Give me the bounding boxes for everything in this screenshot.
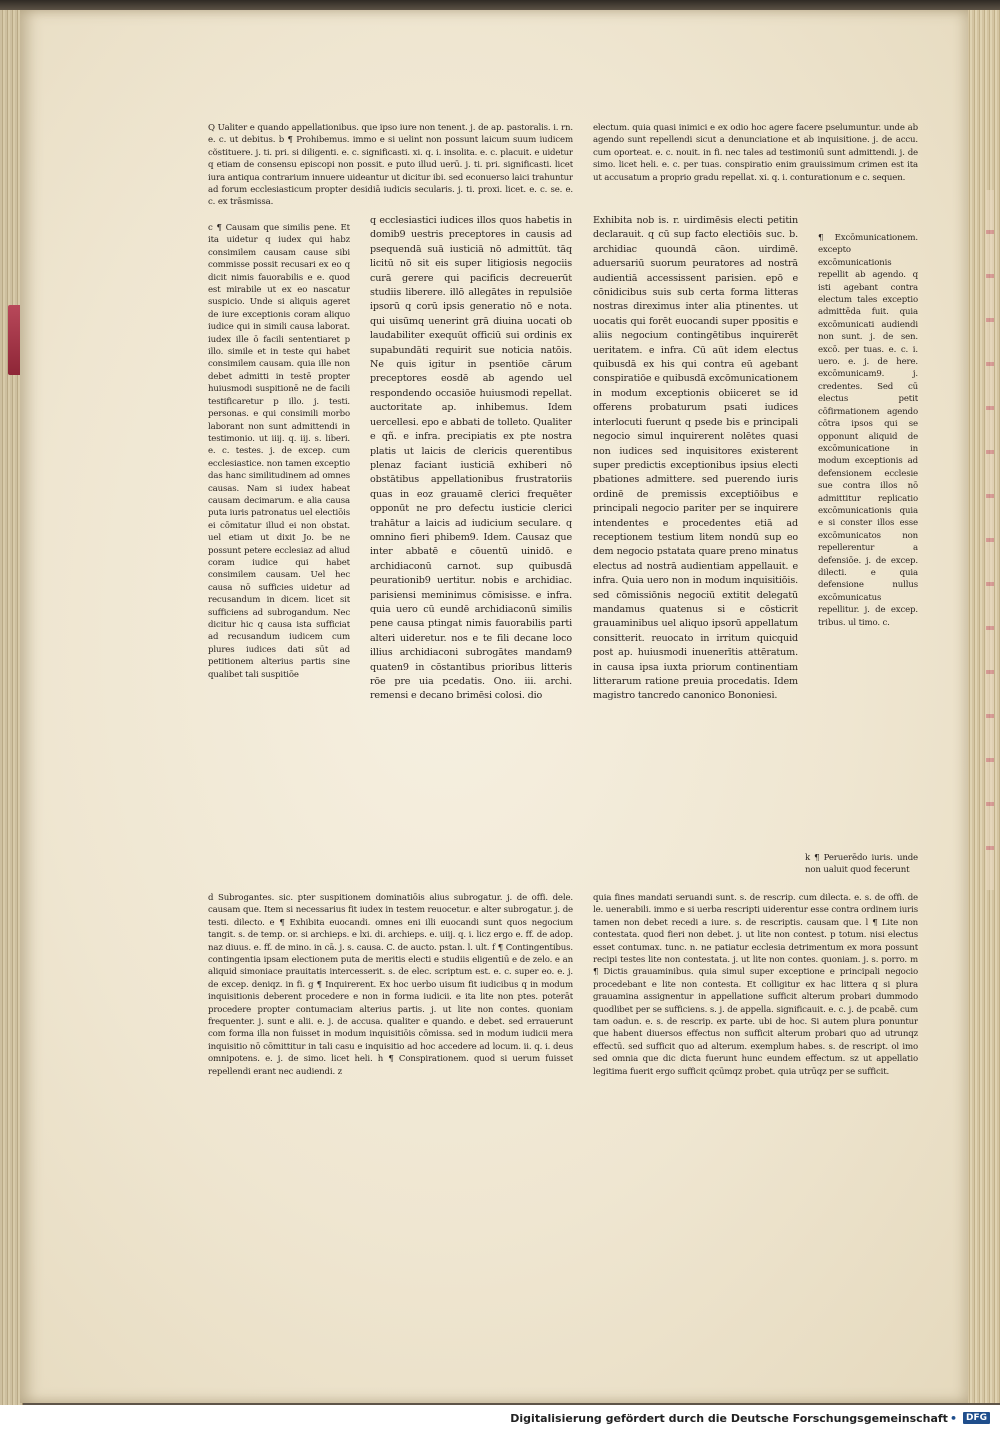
gloss-right-text: ¶ Excōmunicationem. excepto excōmunicationis repellit ab agendo. q isti agebant contra electum tales exceptio admittēda fuit. quia excōmunicati audiendi non sunt. j. de sen. excō. per tuas. e. c. i. uero. e. j. de here. excōmunicam9. j. credentes. Sed cū electus petit cōfirmationem agendo cōtra ipsos qui se opponunt aliquid de excōmunicatione in modum exceptionis ad defensionem ecclesie sue contra illos nō admittitur replicatio excōmunicationis quia e si conster illos esse excōmunicatos non repellerentur a defensiōe. j. de excep. dilecti. e quia defensione nullus excōmunicatus repellitur. j. de excep. tribus. ul timo. c. [818,233,918,628]
gloss-right [818,232,918,742]
gloss-top-left [208,122,573,222]
footer-text: Digitalisierung gefördert durch die Deutsche Forschungsgemeinschaft [510,1411,948,1425]
gloss-k-text: k ¶ Peruerēdo iuris. unde non ualuit quod fecerunt [805,853,918,876]
gloss-bottom-left [208,892,573,1162]
main-text-column-1-text: q ecclesiastici iudices illos quos habetis in domib9 uestris preceptores in causis ad psequendā suā iusticiā nō admittūt. tāq licitū nō sit eis super litigiosis negociis curā gerere qui pacificis decreuerūt studiis liberere. illō allegātes in repulsiōe ipsorū q corū ipsis generatio nō e nota. qui uisūmq uenerint grā diuina uocati ob laudabiliter exequūt officiū sui ordinis ex supabundāti requirit sue noticia natōis. Ne quis igitur in psentiōe cārum preceptores eosdē ab agendo uel respondendo occasiōe huiusmodi repellat. auctoritate ap. inhibemus. Idem uercellesi. epo e abbati de tolleto. Qualiter e qñ. e infra. precipiatis ex pte nostra platis ut laicis de clericis querentibus plenaz faciant iusticiā exhiberi nō obstātibus appellationibus frustratoriis quas in eoz grauamē clerici frequēter opponūt ne pro defectu iusticie clerici trahātur a laicis ad iudicium seculare. q omnino fieri phibem9. Idem. Causaz que inter abbatē e cōuentū uinidō. e archidiaconū carnot. sup quibusdā peurationib9 uertitur. nobis e archidiac. parisiensi meminimus cōmisisse. e infra. quia uero cū eundē archidiaconū similis pene causa ptingat nimis fauorabilis parti alteri uideretur. nos e te fili decane loco illius archidiaconi subrogātes mandam9 quaten9 in cōstantibus prioribus litteris rōe pre uia pcedatis. Ono. iii. archi. remensi e decano brimēsi colosi. dio [370,215,572,702]
gloss-bottom-left-text: d Subrogantes. sic. pter suspitionem dominatiōis alius subrogatur. j. de offi. dele. causam que. Item si necessarius fit iudex in testem reuocetur. e alter subrogatur. j. de testi. dilecto. e ¶ Exhibita euocandi. omnes eni illi euocandi sunt quos negocium tangit. s. de temp. or. si archieps. e lxi. di. archieps. e. uiij. q. i. licz ergo e. ff. de adop. naz diuus. e. ff. de mino. in cā. j. s. causa. C. de aucto. pstan. l. ult. f ¶ Contingentibus. contingentia ipsam electionem puta de meritis electi e studiis eligentiū e de zelo. e an aliquid simoniace prauitatis intercesserit. s. de elec. scriptum est. e. c. super eo. e. j. de excep. deniqz. in fi. g ¶ Inquirerent. Ex hoc uerbo uisum fit iudicibus q in modum inquisitionis deberent procedere e non in forma iudicii. e ita lite non ptes. poterāt procedere propter contumaciam alterius partis. j. ut lite non contes. quoniam frequenter. j. sunt e alii. e. j. de accusa. qualiter e quando. e debet. sed errauerunt com forma illa non fuisset in modum inquisitiōis cōmissa. sed in modum iudicii mera inquisitio nō cōmittitur in tali casu e inquisitio ad hoc accedere ad locum. ii. q. i. deus omnipotens. e. j. de simo. licet heli. h ¶ Conspirationem. quod si uerum fuisset repellendi erant nec audiendi. z [208,893,573,1077]
gloss-left-text: c ¶ Causam que similis pene. Et ita uidetur q iudex qui habz consimilem causam cause sibi commisse possit recusari ex eo q dicit nimis fauorabilis e e. quod est mirabile ut ex eo nascatur suspicio. Unde si aliquis ageret de iure exceptionis coram aliquo iudice qui in simili causa laborat. iudex ille ō facili sententiaret p illo. simile et in teste qui habet consimilem causam. quia ille non debet admitti in testē propter huiusmodi suspitionē ne de facili testificaretur p illo. j. testi. personas. e qui consimili morbo laborant non sunt admittendi in testimonio. ut iiij. q. iij. s. liberi. e. c. testes. j. de excep. cum ecclesiastice. non tamen exceptio das hanc similitudinem ad omnes causas. Nam si iudex habeat causam decimarum. e alia causa puta iuris patronatus uel electiōis ei cōmitatur illud ei non obstat. uel etiam ut dixit Jo. be ne possunt petere ecclesiaz ad aliud coram iudice qui habet consimilem causam. Uel hec causa nō sufficies uidetur ad recusandum in dicem. licet sit sufficiens ad subrogandum. Nec dicitur hic q causa ista sufficiat ad recusandum iudicem cum plures iudices dati sūt ad petitionem alterius partis sine qualibet tali suspitiōe [208,223,350,680]
dfg-logo: DFG [963,1412,990,1424]
gloss-bottom-right [593,892,918,1162]
gloss-top-left-text: Q Ualiter e quando appellationibus. que ipso iure non tenent. j. de ap. pastoralis. i. rn. e. c. ut debitus. b ¶ Prohibemus. immo e si uelint non possunt laicum suum iudicem cõstituere. j. ti. pri. si diligenti. e. c. significasti. xi. q. i. insolita. e. c. placuit. e uidetur q etiam de consensu episcopi non possit. e puto illud uerū. j. ti. pri. significasti. licet iura antiqua contrarium innuere uideantur ut dicitur ibi. sed econuerso laici trahuntur ad forum ecclesiasticum propter desidiā iudicis secularis. j. ti. proxi. licet. e. c. se. e. c. ex trāsmissa. [208,123,573,208]
gloss-top-right-text: electum. quia quasi inimici e ex odio hoc agere facere pselumuntur. unde ab agendo sunt repellendi sicut a denunciatione et ab inquisitione. j. de accu. cum oporteat. e. c. nouit. in fi. nec tales ad testimoniū sunt admittendi. j. de simo. licet heli. e. c. per tuas. conspiratio enim grauissimum crimen est ita ut accusatum a proprio gradu repellat. xi. q. i. conturationum e c. sequen. [593,123,918,183]
main-text-column-2 [593,214,798,879]
gloss-left [208,222,350,907]
footer-dot-icon: • [949,1411,957,1425]
gloss-bottom-right-text: quia fines mandati seruandi sunt. s. de rescrip. cum dilecta. e. s. de offi. de le. uenerabili. immo e si uerba rescripti uiderentur esse contra ordinem iuris tamen non debet recedi a iure. s. de rescriptis. causam que. l ¶ Lite non contestata. quod fieri non debet. j. ut lite non contest. p totum. nisi electus esset contumax. tunc. n. ne patiatur ecclesia detrimentum ex mora possunt recipi testes lite non contestata. j. ut lite non contes. quoniam. j. s. porro. m ¶ Dictis grauaminibus. quia simul super exceptione e principali negocio procedebant e lite non contesta. Et colligitur ex hac littera q si plura grauamina assignentur in appellatione sufficit alterum probari dummodo quodlibet per se sufficiens. s. j. de appella. significauit. e. c. j. de pcabē. cum tam oadun. e. s. de rescrip. ex parte. ubi de hoc. Si autem plura ponuntur que habent diuersos effectus non sufficit alterum probari quo ad utrunqz effectū. sed sufficit quo ad alterum. exemplum habes. s. de rescript. ol imo sed omnia que dic dicta fuerunt hunc eundem effectum. sz ut appellatio legitima fuerit ergo sufficit qcūmqz probet. quia utrūqz per se sufficit. [593,893,918,1077]
gloss-k [805,852,918,892]
page-edge-marks [986,190,994,890]
main-text-column-1 [370,214,572,874]
footer-bar [0,1405,1000,1431]
main-text-column-2-text: Exhibita nob is. r. uirdimēsis electi petitin declarauit. q cū sup facto electiōis suc. b. archidiac quoundā cāon. uirdimē. aduersariū suorum peuratores ad nostrā audientiā accessissent parisien. epō e cōnidicibus suis sub certa forma litteras nostras direximus inter alia ptinentes. ut uocatis qui forēt euocandi super ppositis e aliis negocium contingētibus inquirerēt ueritatem. e infra. Cū aūt idem electus quibusdā ex his qui contra eū agebant conspiratiōe e quibusdā excōmunicationem in modum exceptionis obiiceret se id offerens probaturum psati iudices interlocuti fuerunt q psede bis e principali negocio simul inquirerent nolētes quasi non iudices sed inquisitores existerent super predictis exceptionibus ipsius electi pbationes admittere. sed puerendo iuris ordinē de premissis exceptiōibus e principali negocio pariter per se inquirere intendentes e procedentes etiā ad receptionem testium litem nondū sup eo dem negocio pstatata quare preno minatus electus ad nostrā audientiam appellauit. e infra. Quia uero non in modum inquisitiōis. sed cōmissiōnis negociū extitit delegatū mandamus quatenus si e cōsticrit grauaminibus uel aliquo ipsorū appellatum consitterit. reuocato in irritum quicquid post ap. huiusmodi inuenerītis attēratum. in causa ipsa iuxta priorum continentiam litterarum ratione preuia procedatis. Idem magistro tancredo canonico Bononiesi. [593,215,798,702]
